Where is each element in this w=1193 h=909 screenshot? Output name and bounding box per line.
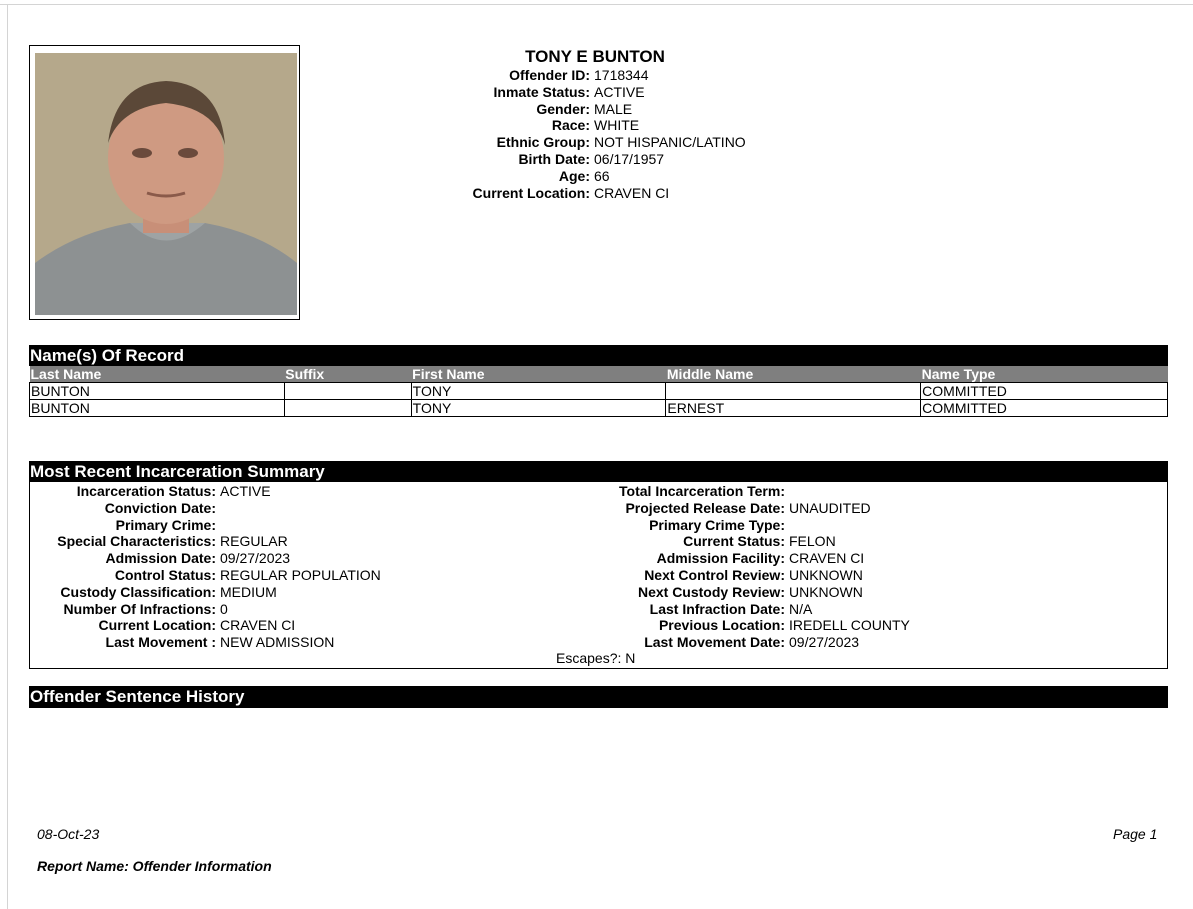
summary-row-incarceration-status: [29, 483, 381, 500]
summary-row-total-incarceration-term: [500, 483, 910, 500]
cell-last-name: BUNTON: [30, 383, 285, 400]
col-header-suffix: Suffix: [284, 366, 411, 383]
summary-value: 09/27/2023: [220, 550, 291, 567]
report-name: Report Name: Offender Information: [37, 858, 272, 874]
summary-row-previous-location: [500, 617, 910, 634]
report-date: 08-Oct-23: [37, 826, 100, 842]
summary-value: FELON: [789, 533, 836, 550]
info-value: NOT HISPANIC/LATINO: [594, 134, 746, 151]
summary-value: UNKNOWN: [789, 583, 863, 600]
summary-label: Total Incarceration Term:: [619, 483, 785, 499]
info-row-ethnic-group: [395, 134, 895, 151]
info-label: Offender ID:: [509, 67, 590, 83]
escapes-indicator: Escapes?: N: [556, 650, 636, 666]
info-row-birth-date: [395, 151, 895, 168]
summary-row-last-movement: [29, 634, 381, 651]
names-of-record-header: Name(s) Of Record: [29, 345, 1168, 366]
mugshot-photo: [35, 53, 297, 315]
col-header-middle-name: Middle Name: [666, 366, 921, 383]
col-header-first-name: First Name: [411, 366, 666, 383]
col-header-name-type: Name Type: [921, 366, 1168, 383]
summary-row-number-of-infractions: [29, 601, 381, 618]
summary-label: Number Of Infractions:: [63, 600, 216, 617]
summary-value: CRAVEN CI: [220, 617, 296, 634]
summary-label: Last Movement Date:: [644, 634, 785, 651]
summary-row-primary-crime: [29, 517, 381, 534]
summary-row-last-infraction-date: [500, 601, 910, 618]
info-value: 1718344: [594, 67, 649, 83]
cell-first-name: TONY: [411, 400, 666, 417]
names-of-record-table: [29, 366, 1168, 417]
summary-label: Control Status:: [114, 566, 216, 583]
summary-row-primary-crime-type: [500, 517, 910, 534]
summary-label: Incarceration Status:: [76, 483, 216, 499]
summary-row-next-control-review: [500, 567, 910, 584]
info-label: Age:: [558, 167, 590, 184]
info-row-gender: [395, 101, 895, 118]
info-label: Inmate Status:: [493, 83, 590, 100]
summary-label: Special Characteristics:: [57, 533, 216, 550]
col-header-last-name: Last Name: [30, 366, 285, 383]
cell-middle-name: ERNEST: [666, 400, 921, 417]
info-value: CRAVEN CI: [594, 184, 670, 201]
offender-name: TONY E BUNTON: [525, 47, 665, 66]
summary-label: Primary Crime:: [115, 516, 216, 533]
summary-label: Custody Classification:: [60, 583, 216, 600]
incarceration-summary-header: Most Recent Incarceration Summary: [29, 461, 1168, 482]
summary-label: Current Status:: [683, 533, 785, 550]
summary-row-projected-release-date: [500, 500, 910, 517]
page-edge-left: [7, 4, 8, 909]
summary-row-control-status: [29, 567, 381, 584]
info-value: ACTIVE: [594, 83, 645, 100]
page-number: Page 1: [1113, 826, 1158, 842]
info-value: 06/17/1957: [594, 150, 665, 167]
summary-row-next-custody-review: [500, 584, 910, 601]
cell-name-type: COMMITTED: [921, 400, 1168, 417]
summary-value: IREDELL COUNTY: [789, 617, 910, 634]
summary-value: UNAUDITED: [789, 499, 871, 516]
summary-value: N/A: [789, 600, 813, 617]
page-edge-top: [0, 4, 1193, 5]
table-row: [30, 383, 1168, 400]
summary-row-admission-facility: [500, 550, 910, 567]
info-label: Race:: [551, 117, 590, 134]
table-row: [30, 400, 1168, 417]
summary-label: Current Location:: [98, 617, 216, 634]
cell-last-name: BUNTON: [30, 400, 285, 417]
summary-value: 09/27/2023: [789, 634, 860, 651]
summary-left-column: [29, 483, 381, 651]
summary-value: NEW ADMISSION: [220, 634, 335, 651]
info-label: Birth Date:: [518, 150, 590, 167]
summary-value: CRAVEN CI: [789, 550, 865, 567]
summary-row-conviction-date: [29, 500, 381, 517]
info-row-offender-id: [395, 67, 895, 84]
summary-label: Admission Facility:: [656, 550, 785, 567]
sentence-history-header: Offender Sentence History: [29, 686, 1168, 708]
summary-row-current-status: [500, 533, 910, 550]
mugshot-frame: [29, 45, 300, 320]
summary-row-admission-date: [29, 550, 381, 567]
cell-name-type: COMMITTED: [921, 383, 1168, 400]
info-row-race: [395, 117, 895, 134]
info-row-age: [395, 168, 895, 185]
info-label: Gender:: [536, 100, 590, 117]
info-row-inmate-status: [395, 84, 895, 101]
info-label: Current Location:: [472, 184, 590, 201]
summary-value: REGULAR: [220, 533, 288, 550]
info-value: WHITE: [594, 117, 640, 134]
info-label: Ethnic Group:: [496, 134, 590, 151]
info-value: 66: [594, 167, 610, 184]
summary-value: 0: [220, 600, 228, 617]
summary-label: Last Infraction Date:: [649, 600, 785, 617]
summary-label: Next Custody Review:: [637, 583, 785, 600]
summary-row-last-movement-date: [500, 634, 910, 651]
summary-label: Admission Date:: [105, 550, 216, 567]
summary-label: Projected Release Date:: [625, 499, 785, 516]
offender-info: [395, 47, 895, 201]
cell-suffix: [284, 400, 411, 417]
summary-label: Conviction Date:: [104, 499, 216, 516]
summary-right-column: [500, 483, 910, 651]
table-header-row: [30, 366, 1168, 383]
cell-suffix: [284, 383, 411, 400]
info-row-current-location: [395, 185, 895, 202]
cell-first-name: TONY: [411, 383, 666, 400]
summary-row-custody-classification: [29, 584, 381, 601]
summary-label: Primary Crime Type:: [649, 516, 785, 533]
summary-value: UNKNOWN: [789, 566, 863, 583]
summary-value: MEDIUM: [220, 583, 277, 600]
summary-row-special-characteristics: [29, 533, 381, 550]
cell-middle-name: [666, 383, 921, 400]
summary-label: Next Control Review:: [644, 566, 785, 583]
mugshot-illustration: [35, 53, 297, 315]
summary-row-current-location: [29, 617, 381, 634]
summary-label: Previous Location:: [658, 617, 785, 634]
info-value: MALE: [594, 100, 633, 117]
summary-value: REGULAR POPULATION: [220, 566, 381, 583]
summary-value: ACTIVE: [220, 483, 271, 499]
summary-label: Last Movement :: [105, 634, 216, 651]
